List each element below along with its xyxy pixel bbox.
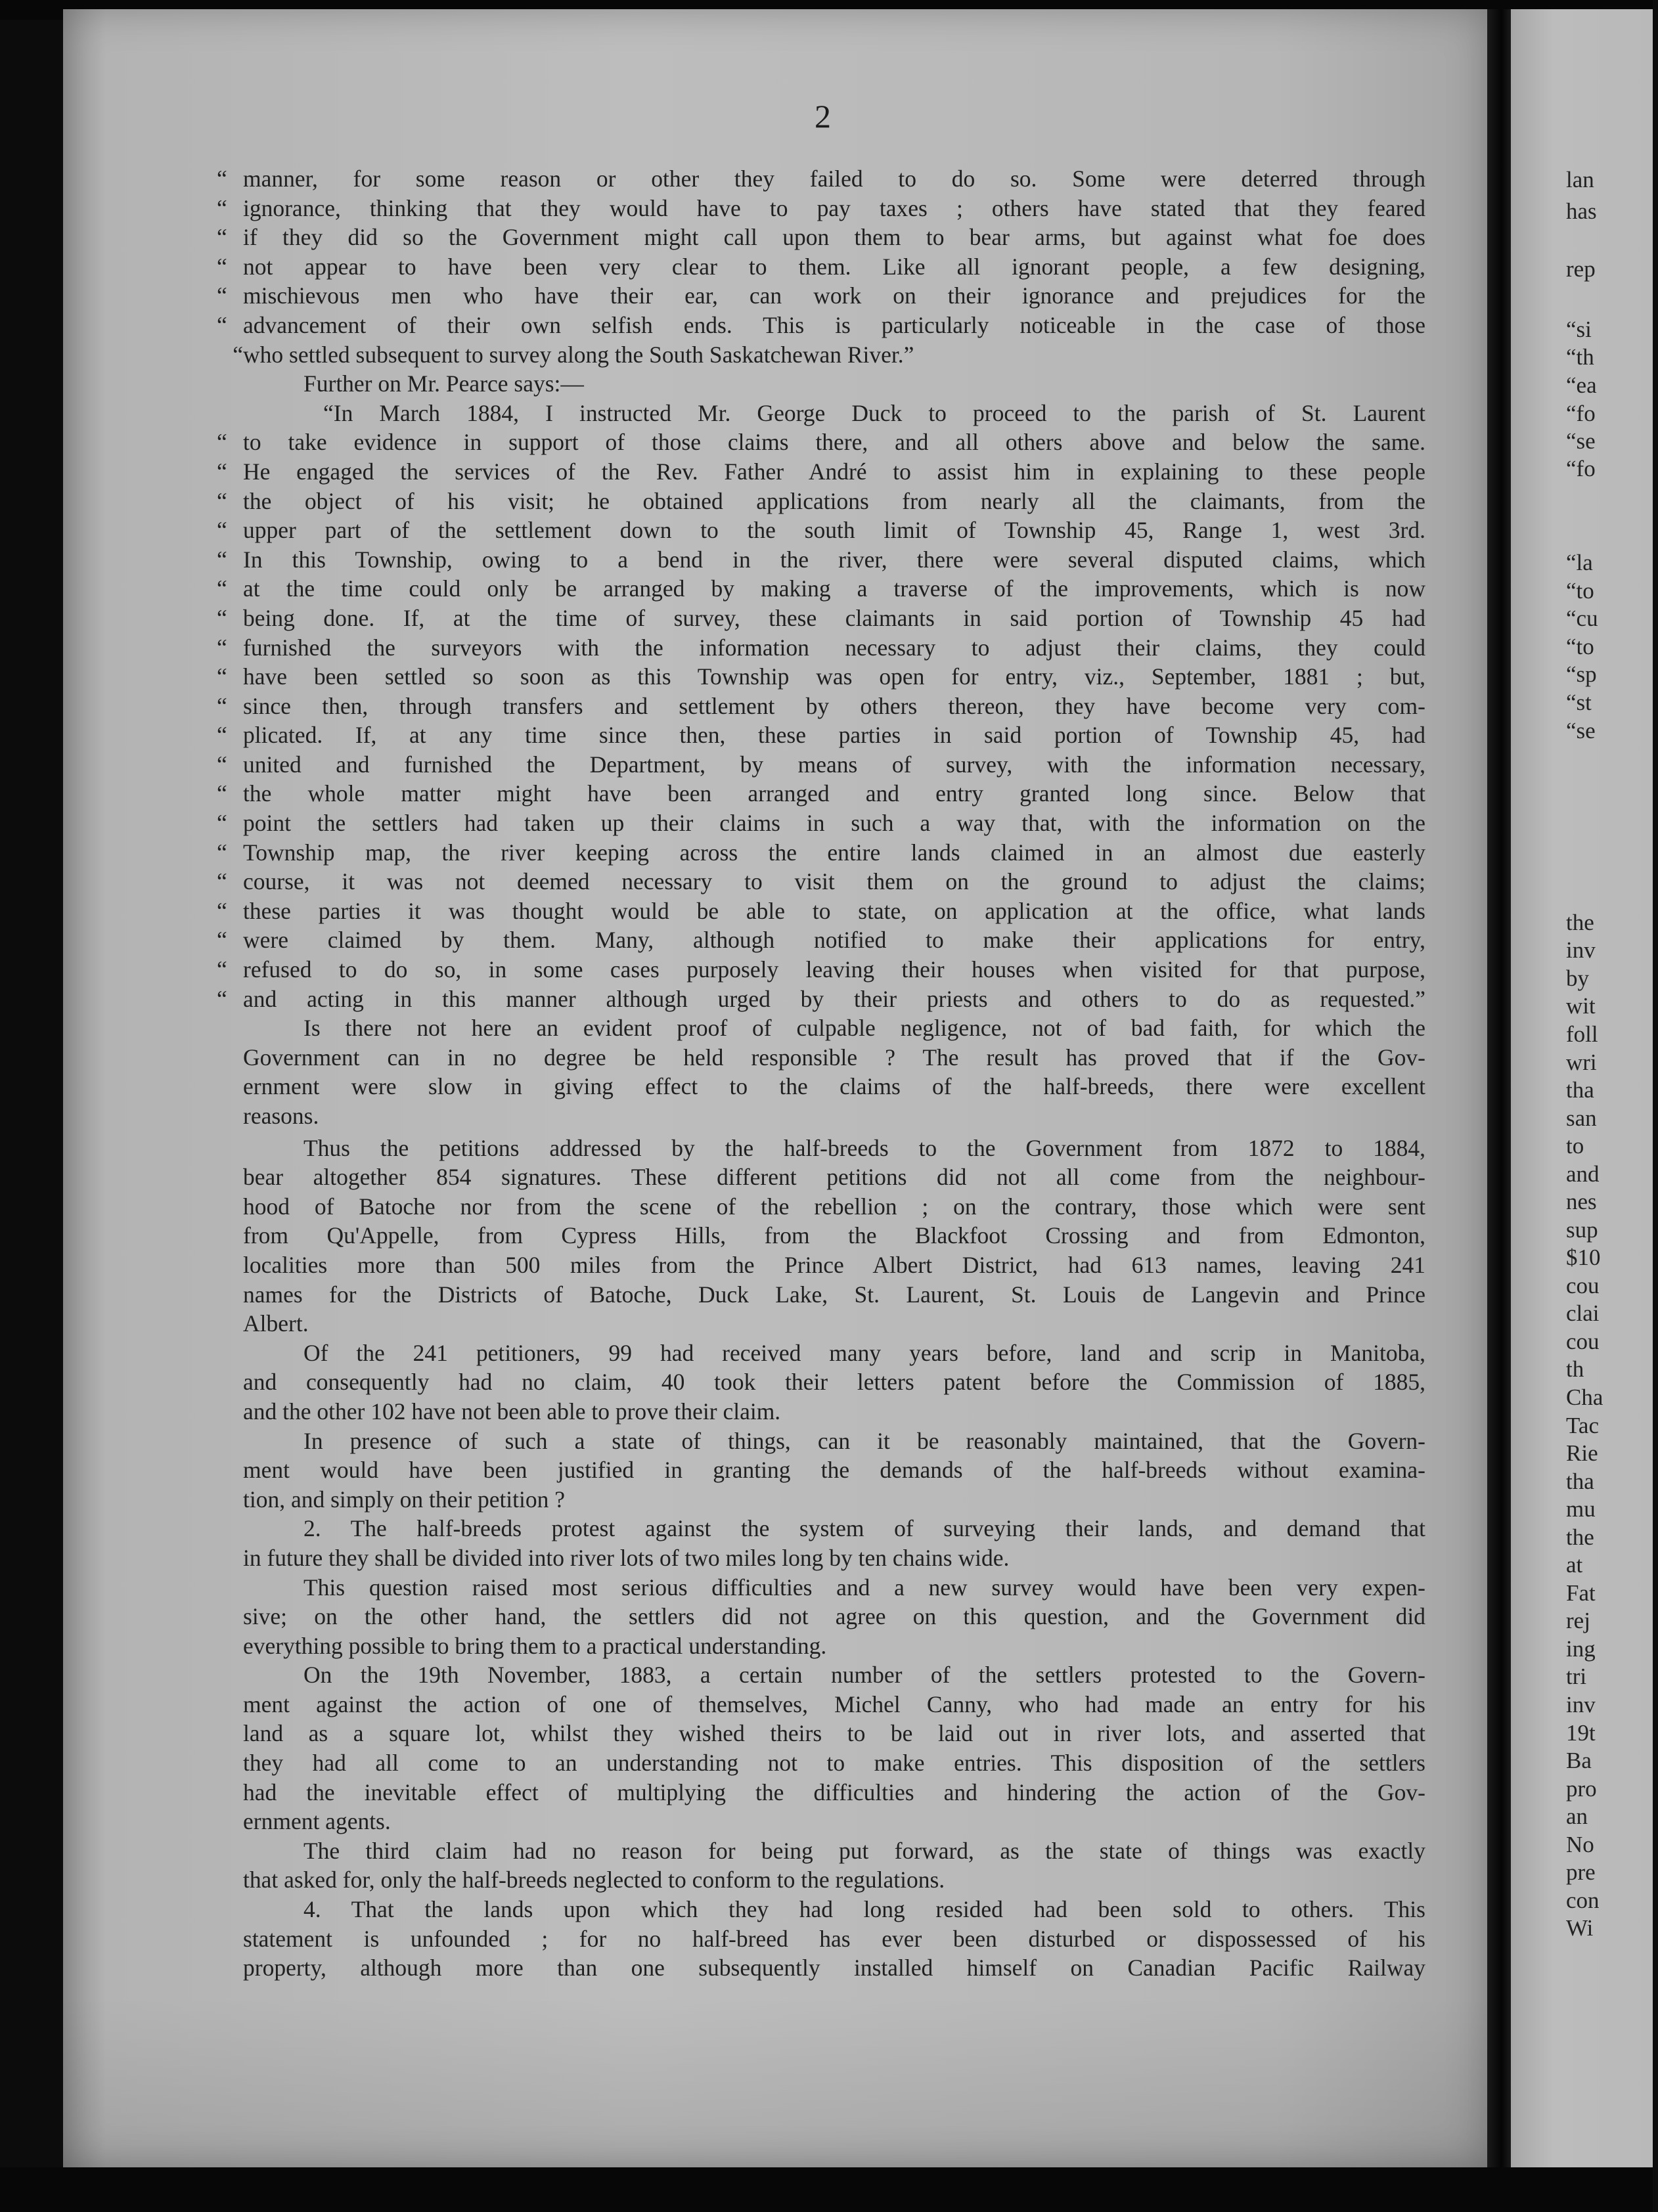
line-text: and the other 102 have not been able to prove their claim. (243, 1398, 781, 1425)
line-text: tion, and simply on their petition ? (243, 1486, 566, 1513)
text-line (217, 955, 1425, 984)
line-text: bear altogether 854 signatures. These different petitions did not all come from the neighbour- (243, 1164, 1425, 1191)
facing-page-fragment: “fo (1566, 401, 1596, 426)
facing-page-fragment: “ea (1566, 372, 1597, 398)
text-line (243, 1280, 1425, 1310)
facing-page-fragment: and (1566, 1161, 1600, 1187)
text-line (243, 1953, 1425, 1983)
line-text: and consequently had no claim, 40 took their letters patent before the Commission of 1885, (243, 1369, 1425, 1396)
line-text: ment against the action of one of themselves, Michel Canny, who had made an entry for his (243, 1691, 1425, 1717)
line-text: This question raised most serious difficulties and a new survey would have been very expen- (303, 1574, 1425, 1601)
line-text: names for the Districts of Batoche, Duck Lake, St. Laurent, St. Louis de Langevin and Prince (243, 1281, 1425, 1308)
line-text: Township map, the river keeping across the entire lands claimed in an almost due easterly (243, 839, 1425, 866)
line-text: localities more than 500 miles from the Prince Albert District, had 613 names, leaving 241 (243, 1251, 1425, 1278)
quote-mark: “ (233, 341, 243, 368)
text-line (243, 1162, 1425, 1192)
text-line (217, 867, 1425, 896)
facing-page-fragment: Tac (1566, 1413, 1600, 1438)
text-line (243, 1690, 1425, 1719)
text-line (217, 720, 1425, 750)
line-text: manner, for some reason or other they failed to do so. Some were deterred through (243, 166, 1425, 192)
line-text: ment would have been justified in granting the demands of the half-breeds without examina- (243, 1457, 1425, 1484)
facing-page-fragment: cou (1566, 1329, 1600, 1354)
facing-page-fragment: pre (1566, 1859, 1596, 1885)
line-text: ignorance, thinking that they would have to pay taxes ; others have stated that they feared (243, 194, 1425, 221)
page-number: 2 (815, 98, 831, 135)
quote-mark: “ (217, 722, 227, 749)
text-line (243, 1134, 1425, 1163)
quote-mark: “ (217, 839, 227, 866)
facing-page-fragment: wit (1566, 993, 1596, 1019)
line-text: Further on Mr. Pearce says:— (303, 370, 584, 397)
facing-page-fragment: “la (1566, 550, 1593, 575)
text-line (217, 516, 1425, 545)
line-text: In this Township, owing to a bend in the river, there were several disputed claims, which (243, 546, 1425, 573)
facing-page-fragment: wri (1566, 1050, 1597, 1075)
text-line (217, 779, 1425, 808)
line-text: furnished the surveyors with the information necessary to adjust their claims, they could (243, 634, 1425, 661)
text-line (217, 164, 1425, 194)
text-line (217, 838, 1425, 868)
quote-mark: “ (217, 517, 227, 544)
facing-page-fragment: No (1566, 1832, 1594, 1857)
text-line (243, 1924, 1425, 1954)
line-text: and acting in this manner although urged by their priests and others to do as requested.” (243, 985, 1425, 1012)
facing-page-fragment: tha (1566, 1469, 1594, 1494)
facing-page-fragment: $10 (1566, 1245, 1601, 1270)
line-text: ernment were slow in giving effect to the claims of the half-breeds, there were excellent (243, 1073, 1425, 1100)
text-line (217, 487, 1425, 516)
line-text: refused to do so, in some cases purposely leaving their houses when visited for that purpose, (243, 956, 1425, 983)
line-text: sive; on the other hand, the settlers did not agree on this question, and the Government did (243, 1603, 1425, 1630)
facing-page-fragment: san (1566, 1105, 1597, 1131)
line-text: Thus the petitions addressed by the half-breeds to the Government from 1872 to 1884, (303, 1134, 1425, 1161)
line-text: “In March 1884, I instructed Mr. George Duck to proceed to the parish of St. Laurent (323, 399, 1425, 426)
text-line (243, 1192, 1425, 1222)
facing-page-fragment: has (1566, 198, 1597, 224)
facing-page-fragment: inv (1566, 1692, 1596, 1717)
line-text: they had all come to an understanding not to make entries. This disposition of the settlers (243, 1750, 1425, 1777)
facing-page-fragment: rep (1566, 256, 1596, 282)
text-line (217, 604, 1425, 633)
quote-mark: “ (217, 692, 227, 719)
line-text: that asked for, only the half-breeds neglected to conform to the regulations. (243, 1867, 945, 1893)
facing-page-fragment: the (1566, 1524, 1594, 1550)
quote-mark: “ (217, 985, 227, 1012)
text-line (243, 1072, 1425, 1101)
quote-mark: “ (217, 311, 227, 338)
quote-mark: “ (217, 546, 227, 573)
text-line (243, 1250, 1425, 1280)
text-line (217, 194, 1425, 223)
line-text: 4. That the lands upon which they had long resided had been sold to others. This (303, 1896, 1425, 1923)
quote-mark: “ (217, 927, 227, 954)
text-line (243, 1101, 1425, 1131)
facing-page-fragment: at (1566, 1552, 1583, 1578)
quote-mark: “ (217, 194, 227, 221)
line-text: if they did so the Government might call upon them to bear arms, but against what foe does (243, 224, 1425, 251)
facing-page-fragment: “se (1566, 718, 1596, 743)
facing-page-fragment: Ba (1566, 1748, 1592, 1773)
facing-page-fragment: an (1566, 1803, 1588, 1829)
text-line (217, 633, 1425, 663)
quote-mark: “ (217, 897, 227, 924)
line-text: at the time could only be arranged by making a traverse of the improvements, which is now (243, 575, 1425, 602)
text-line (217, 457, 1425, 487)
text-line (217, 428, 1425, 457)
quote-mark: “ (217, 487, 227, 514)
quote-mark: “ (217, 575, 227, 602)
facing-page-fragment: cou (1566, 1273, 1600, 1298)
facing-page-fragment: “to (1566, 634, 1594, 659)
text-line (243, 1221, 1425, 1250)
text-line (243, 1455, 1425, 1485)
facing-page-fragment: foll (1566, 1021, 1598, 1047)
quote-mark: “ (217, 253, 227, 280)
text-line (243, 1485, 1425, 1515)
line-text: from Qu'Appelle, from Cypress Hills, from the Blackfoot Crossing and from Edmonton, (243, 1222, 1425, 1249)
quote-mark: “ (217, 634, 227, 661)
line-text: Government can in no degree be held responsible ? The result has proved that if the Gov- (243, 1044, 1425, 1071)
text-line (243, 1338, 1425, 1368)
line-text: who settled subsequent to survey along the South Saskatchewan River.” (243, 341, 914, 368)
text-line (217, 223, 1425, 252)
text-line (243, 1397, 1425, 1427)
text-line (243, 1719, 1425, 1748)
quote-mark: “ (217, 458, 227, 485)
text-line (217, 692, 1425, 721)
line-text: He engaged the services of the Rev. Father André to assist him in explaining to these people (243, 458, 1425, 485)
line-text: statement is unfounded ; for no half-breed has ever been disturbed or dispossessed of his (243, 1925, 1425, 1952)
text-line (243, 1836, 1425, 1866)
text-line (243, 1778, 1425, 1807)
facing-page-fragment: nes (1566, 1189, 1597, 1214)
line-text: course, it was not deemed necessary to visit them on the ground to adjust the claims; (243, 868, 1425, 895)
facing-page-fragment: “th (1566, 344, 1594, 370)
page-gutter (1487, 9, 1511, 2167)
line-text: land as a square lot, whilst they wished theirs to be laid out in river lots, and asserted that (243, 1720, 1425, 1747)
text-line (217, 252, 1425, 282)
body-text (217, 164, 1425, 1983)
text-line (217, 984, 1425, 1014)
text-line (243, 1748, 1425, 1778)
text-line (217, 574, 1425, 604)
text-line (243, 1013, 1425, 1043)
facing-page-fragment: Fat (1566, 1580, 1596, 1606)
text-line (233, 340, 1425, 370)
text-line (217, 281, 1425, 311)
facing-page-fragment: Wi (1566, 1915, 1594, 1941)
line-text: everything possible to bring them to a practical understanding. (243, 1632, 827, 1659)
quote-mark: “ (217, 956, 227, 983)
text-line (243, 1660, 1425, 1690)
facing-page-fragment: 19t (1566, 1720, 1596, 1746)
line-text: were claimed by them. Many, although notified to make their applications for entry, (243, 927, 1425, 954)
line-text: mischievous men who have their ear, can work on their ignorance and prejudices for the (243, 282, 1425, 309)
line-text: 2. The half-breeds protest against the system of surveying their lands, and demand that (303, 1515, 1425, 1542)
facing-page-fragment: “st (1566, 690, 1592, 715)
line-text: united and furnished the Department, by means of survey, with the information necessary, (243, 751, 1425, 778)
facing-page-fragment: pro (1566, 1776, 1597, 1802)
facing-page-fragment: “fo (1566, 456, 1596, 481)
text-line (243, 369, 1425, 399)
text-line (243, 1543, 1425, 1573)
line-text: ernment agents. (243, 1808, 391, 1835)
line-text: upper part of the settlement down to the south limit of Township 45, Range 1, west 3rd. (243, 517, 1425, 544)
line-text: in future they shall be divided into river lots of two miles long by ten chains wide. (243, 1544, 1010, 1571)
text-line (217, 750, 1425, 780)
text-line (243, 1602, 1425, 1631)
facing-page-fragment: con (1566, 1888, 1600, 1913)
text-line (243, 1573, 1425, 1603)
line-text: reasons. (243, 1103, 319, 1129)
line-text: advancement of their own selfish ends. This is particularly noticeable in the case of those (243, 311, 1425, 338)
text-line (243, 1895, 1425, 1924)
facing-page-fragment: tri (1566, 1664, 1587, 1689)
text-line (243, 1043, 1425, 1073)
quote-mark: “ (217, 166, 227, 192)
text-line (217, 808, 1425, 838)
text-line (243, 1865, 1425, 1895)
text-line (243, 399, 1425, 428)
quote-mark: “ (217, 282, 227, 309)
quote-mark: “ (217, 868, 227, 895)
line-text: since then, through transfers and settlement by others thereon, they have become very com- (243, 692, 1425, 719)
quote-mark: “ (217, 604, 227, 631)
text-line (217, 311, 1425, 340)
line-text: to take evidence in support of those claims there, and all others above and below the same. (243, 429, 1425, 456)
text-line (243, 1427, 1425, 1456)
line-text: these parties it was thought would be able to state, on application at the office, what lands (243, 897, 1425, 924)
text-line (217, 896, 1425, 926)
line-text: have been settled so soon as this Township was open for entry, viz., September, 1881 ; but, (243, 663, 1425, 690)
facing-page-fragment: Rie (1566, 1440, 1598, 1466)
text-line (243, 1367, 1425, 1397)
facing-page-fragment: lan (1566, 167, 1594, 192)
line-text: plicated. If, at any time since then, these parties in said portion of Township 45, had (243, 722, 1425, 749)
facing-page-fragment: by (1566, 965, 1589, 991)
text-line (243, 1514, 1425, 1543)
facing-page-fragment: mu (1566, 1496, 1596, 1522)
facing-page-fragment: “si (1566, 317, 1592, 342)
text-line (243, 1309, 1425, 1338)
line-text: had the inevitable effect of multiplying the difficulties and hindering the action of the Gov- (243, 1779, 1425, 1805)
facing-page-fragment: tha (1566, 1077, 1594, 1103)
line-text: Albert. (243, 1310, 309, 1337)
facing-page-fragment: inv (1566, 937, 1596, 963)
quote-mark: “ (217, 224, 227, 251)
line-text: In presence of such a state of things, can it be reasonably maintained, that the Govern- (303, 1427, 1425, 1454)
line-text: the object of his visit; he obtained applications from nearly all the claimants, from the (243, 487, 1425, 514)
facing-page-fragment: “sp (1566, 661, 1597, 687)
line-text: hood of Batoche nor from the scene of the rebellion ; on the contrary, those which were sent (243, 1193, 1425, 1220)
line-text: Of the 241 petitioners, 99 had received many years before, land and scrip in Manitoba, (303, 1339, 1425, 1366)
text-line (217, 925, 1425, 955)
line-text: The third claim had no reason for being put forward, as the state of things was exactly (303, 1837, 1425, 1864)
line-text: not appear to have been very clear to them. Like all ignorant people, a few designing, (243, 253, 1425, 280)
facing-page-fragment: th (1566, 1356, 1584, 1382)
line-text: Is there not here an evident proof of culpable negligence, not of bad faith, for which the (303, 1015, 1425, 1042)
text-line (243, 1631, 1425, 1661)
line-text: being done. If, at the time of survey, these claimants in said portion of Township 45 had (243, 604, 1425, 631)
facing-page-fragment: rej (1566, 1608, 1590, 1633)
line-text: point the settlers had taken up their claims in such a way that, with the information on the (243, 810, 1425, 837)
facing-page-fragment: “to (1566, 578, 1594, 604)
line-text: property, although more than one subsequently installed himself on Canadian Pacific Railway (243, 1955, 1425, 1981)
quote-mark: “ (217, 780, 227, 807)
quote-mark: “ (217, 751, 227, 778)
facing-page-fragment: clai (1566, 1300, 1600, 1326)
text-line (217, 662, 1425, 692)
line-text: On the 19th November, 1883, a certain number of the settlers protested to the Govern- (303, 1662, 1425, 1689)
facing-page-fragment: “se (1566, 428, 1596, 454)
text-line (217, 545, 1425, 575)
facing-page-fragment: to (1566, 1133, 1584, 1159)
quote-mark: “ (217, 429, 227, 456)
facing-page-fragment: “cu (1566, 606, 1598, 631)
facing-page-fragment: sup (1566, 1217, 1598, 1243)
quote-mark: “ (217, 810, 227, 837)
facing-page-fragment: ing (1566, 1636, 1596, 1662)
line-text: the whole matter might have been arranged and entry granted long since. Below that (243, 780, 1425, 807)
facing-page-fragment: the (1566, 910, 1594, 935)
text-line (243, 1807, 1425, 1836)
facing-page-fragment: Cha (1566, 1384, 1603, 1410)
scan-frame-bottom (0, 2167, 1653, 2212)
quote-mark: “ (217, 663, 227, 690)
